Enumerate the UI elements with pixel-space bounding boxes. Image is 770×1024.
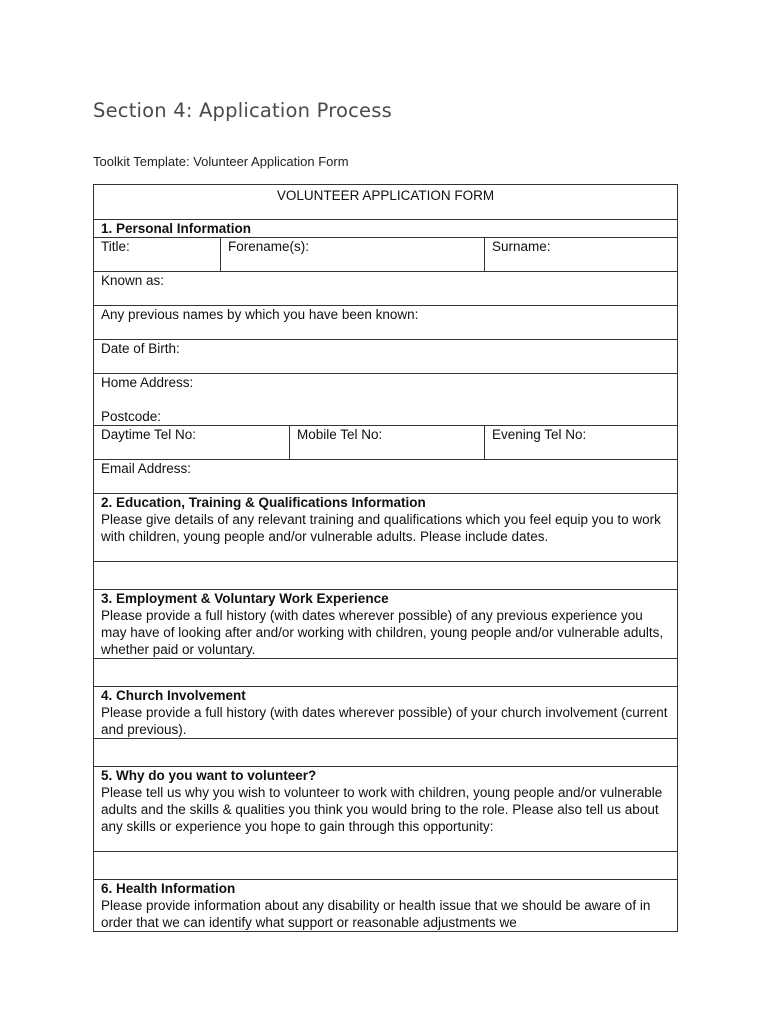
why-volunteer-heading: 5. Why do you want to volunteer? [101,768,317,783]
evening-tel-field[interactable] [485,426,678,460]
health-heading: 6. Health Information [101,881,236,896]
title-label: Title: [101,239,130,254]
church-instructions: Please provide a full history (with dates wherever possible) of your church involvement (current and previous). [101,705,668,737]
date-of-birth-field[interactable] [94,340,678,374]
home-address-field[interactable] [94,374,678,426]
education-answer-field[interactable] [94,562,678,590]
employment-heading: 3. Employment & Voluntary Work Experience [101,591,389,606]
previous-names-label: Any previous names by which you have been known: [101,307,419,322]
why-volunteer-instructions: Please tell us why you wish to volunteer to work with children, young people and/or vulnerable adults and the skills & qualities you think you would bring to the role. Please also tell us about any skills or experience you hope to gain through this opportunity: [101,785,663,834]
church-answer-field[interactable] [94,739,678,767]
education-instructions: Please give details of any relevant training and qualifications which you feel equip you to work with children, young people and/or vulnerable adults. Please include dates. [101,512,661,544]
education-heading: 2. Education, Training & Qualifications Information [101,495,426,510]
volunteer-application-form [93,184,678,932]
mobile-tel-label: Mobile Tel No: [297,427,383,442]
education-section [94,494,678,562]
forename-field[interactable] [221,238,485,272]
date-of-birth-label: Date of Birth: [101,341,180,356]
email-label: Email Address: [101,461,192,476]
health-section [94,880,678,932]
evening-tel-label: Evening Tel No: [492,427,587,442]
forename-label: Forename(s): [228,239,310,254]
church-section [94,687,678,739]
health-instructions: Please provide information about any disability or health issue that we should be aware of in order that we can identify what support or reasonable adjustments we [101,898,651,930]
why-volunteer-answer-field[interactable] [94,852,678,880]
employment-section [94,590,678,659]
section-title: Section 4: Application Process [93,99,392,122]
home-address-label: Home Address: [101,375,194,390]
employment-instructions: Please provide a full history (with dates wherever possible) of any previous experience you may have of looking after and/or working with children, young people and/or vulnerable adults, whether paid or voluntary. [101,608,664,657]
postcode-label: Postcode: [101,409,162,424]
why-volunteer-section [94,767,678,852]
known-as-field[interactable] [94,272,678,306]
church-heading: 4. Church Involvement [101,688,246,703]
daytime-tel-label: Daytime Tel No: [101,427,197,442]
email-field[interactable] [94,460,678,494]
form-title: VOLUNTEER APPLICATION FORM [94,185,678,220]
surname-label: Surname: [492,239,551,254]
personal-info-heading: 1. Personal Information [94,220,678,238]
previous-names-field[interactable] [94,306,678,340]
mobile-tel-field[interactable] [290,426,485,460]
known-as-label: Known as: [101,273,165,288]
form-subtitle: Toolkit Template: Volunteer Application Form [93,154,349,169]
surname-field[interactable] [485,238,678,272]
title-field[interactable] [94,238,221,272]
daytime-tel-field[interactable] [94,426,290,460]
employment-answer-field[interactable] [94,659,678,687]
